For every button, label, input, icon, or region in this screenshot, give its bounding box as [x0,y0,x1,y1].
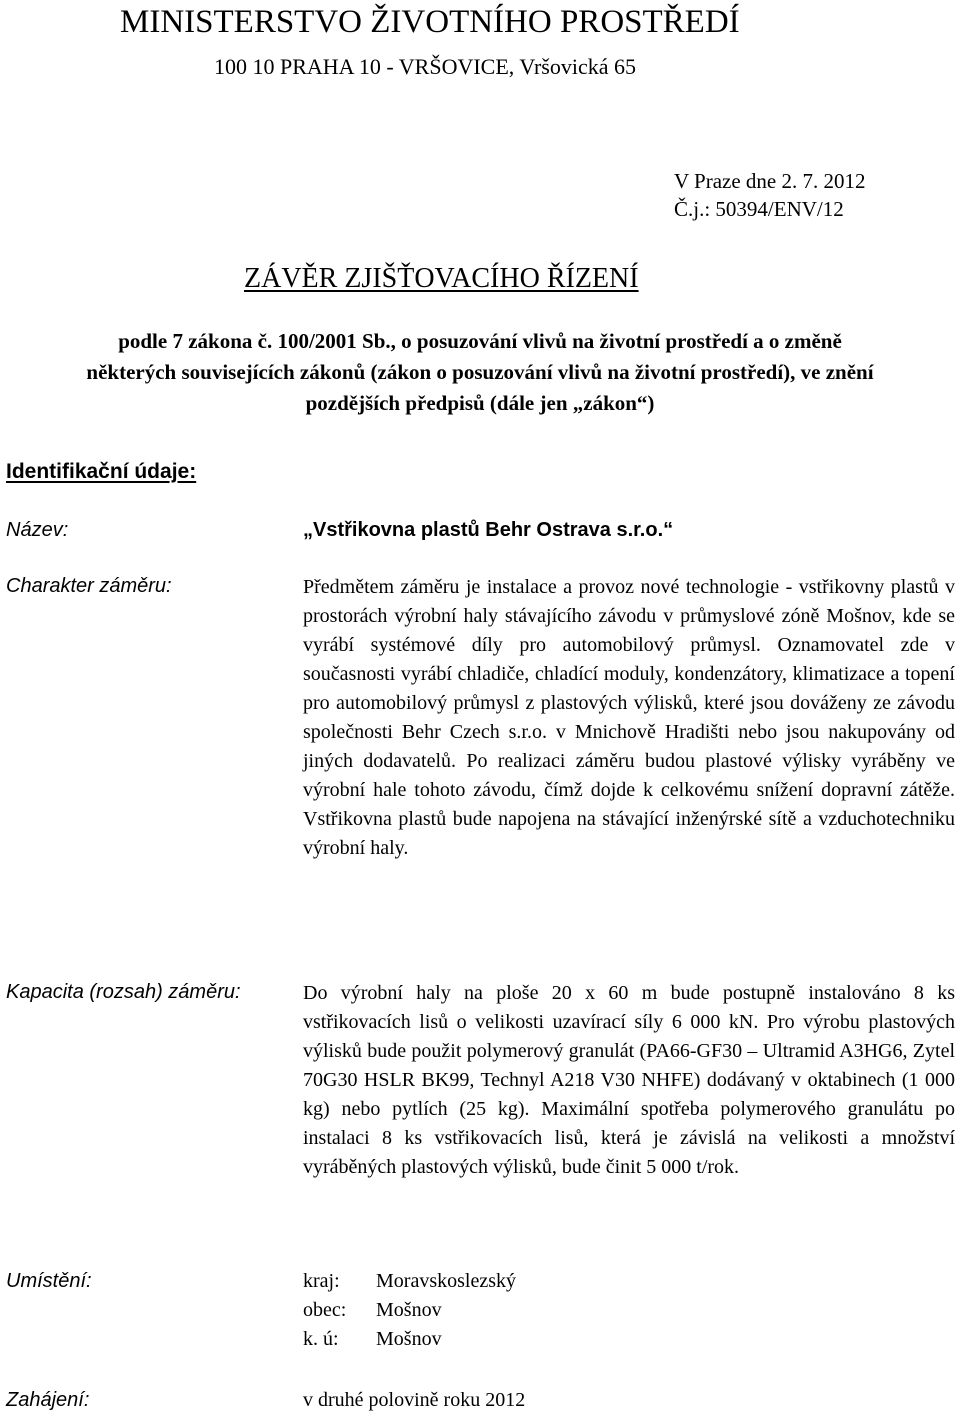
identification-heading: Identifikační údaje: [6,460,197,483]
reference-number: Č.j.: 50394/ENV/12 [674,197,844,221]
capacity-text: Do výrobní haly na ploše 20 x 60 m bude postupně instalováno 8 ks vstřikovacích lisů o velikosti uzavírací síly 6 000 kN. Pro výrobu plastových výlisků bude použit polymerový granulát (PA66-GF30 – Ultramid A3HG6, Zytel 70G30 HSLR BK99, Technyl A218 V30 NHFE) dodávaný v oktabinech (1 000 kg) nebo pytlích (25 kg). Maximální spotřeba polymerového granulátu po instalaci 8 ks vstřikovacích lisů, která je závislá na velikosti a množství vyráběných plastových výlisků, bude činit 5 000 t/rok. [303,982,955,1178]
location-details [303,1267,516,1354]
region-key: kraj: [303,1270,340,1292]
ministry-address: 100 10 PRAHA 10 - VRŠOVICE, Vršovická 65 [214,54,636,79]
legal-basis-line: některých souvisejících zákonů (zákon o posuzování vlivů na životní prostředí), ve znění [86,360,874,384]
document-title: ZÁVĚR ZJIŠŤOVACÍHO ŘÍZENÍ [244,263,639,294]
start-value: v druhé polovině roku 2012 [303,1389,526,1411]
region-value: Moravskoslezský [376,1270,516,1292]
location-label: Umístění: [6,1270,92,1292]
municipality-value: Mošnov [376,1299,442,1321]
document-date: V Praze dne 2. 7. 2012 [674,169,866,193]
capacity-label: Kapacita (rozsah) záměru: [6,981,241,1003]
ministry-name: MINISTERSTVO ŽIVOTNÍHO PROSTŘEDÍ [120,4,740,40]
cadastre-value: Mošnov [376,1328,442,1350]
location-row-cadastre [303,1325,516,1354]
legal-basis-line: pozdějších předpisů (dále jen „zákon“) [305,391,655,415]
municipality-key: obec: [303,1299,347,1321]
character-label: Charakter záměru: [6,575,172,597]
location-row-municipality [303,1296,516,1325]
location-row-region [303,1267,516,1296]
legal-basis [0,326,960,419]
project-name: „Vstřikovna plastů Behr Ostrava s.r.o.“ [303,519,674,541]
name-label: Název: [6,519,69,541]
start-label: Zahájení: [6,1389,90,1411]
legal-basis-line: podle 7 zákona č. 100/2001 Sb., o posuzování vlivů na životní prostředí a o změně [118,329,842,353]
character-text: Předmětem záměru je instalace a provoz nové technologie - vstřikovny plastů v prostorách výrobní haly stávajícího závodu v průmyslové zóně Mošnov, kde se vyrábí systémové díly pro automobilový průmysl. Oznamovatel zde v současnosti vyrábí chladiče, chladící moduly, kondenzátory, klimatizace a topení pro automobilový průmysl z plastových výlisků, které jsou dováženy ze závodu společnosti Behr Czech s.r.o. v Mnichově Hradišti nebo jsou nakupovány od jiných dodavatelů. Po realizaci záměru budou plastové výlisky vyráběny ve výrobní hale tohoto závodu, čímž dojde k celkovému snížení dopravní zátěže. Vstřikovna plastů bude napojena na stávající inženýrské sítě a vzduchotechniku výrobní haly. [303,576,955,859]
cadastre-key: k. ú: [303,1328,339,1350]
